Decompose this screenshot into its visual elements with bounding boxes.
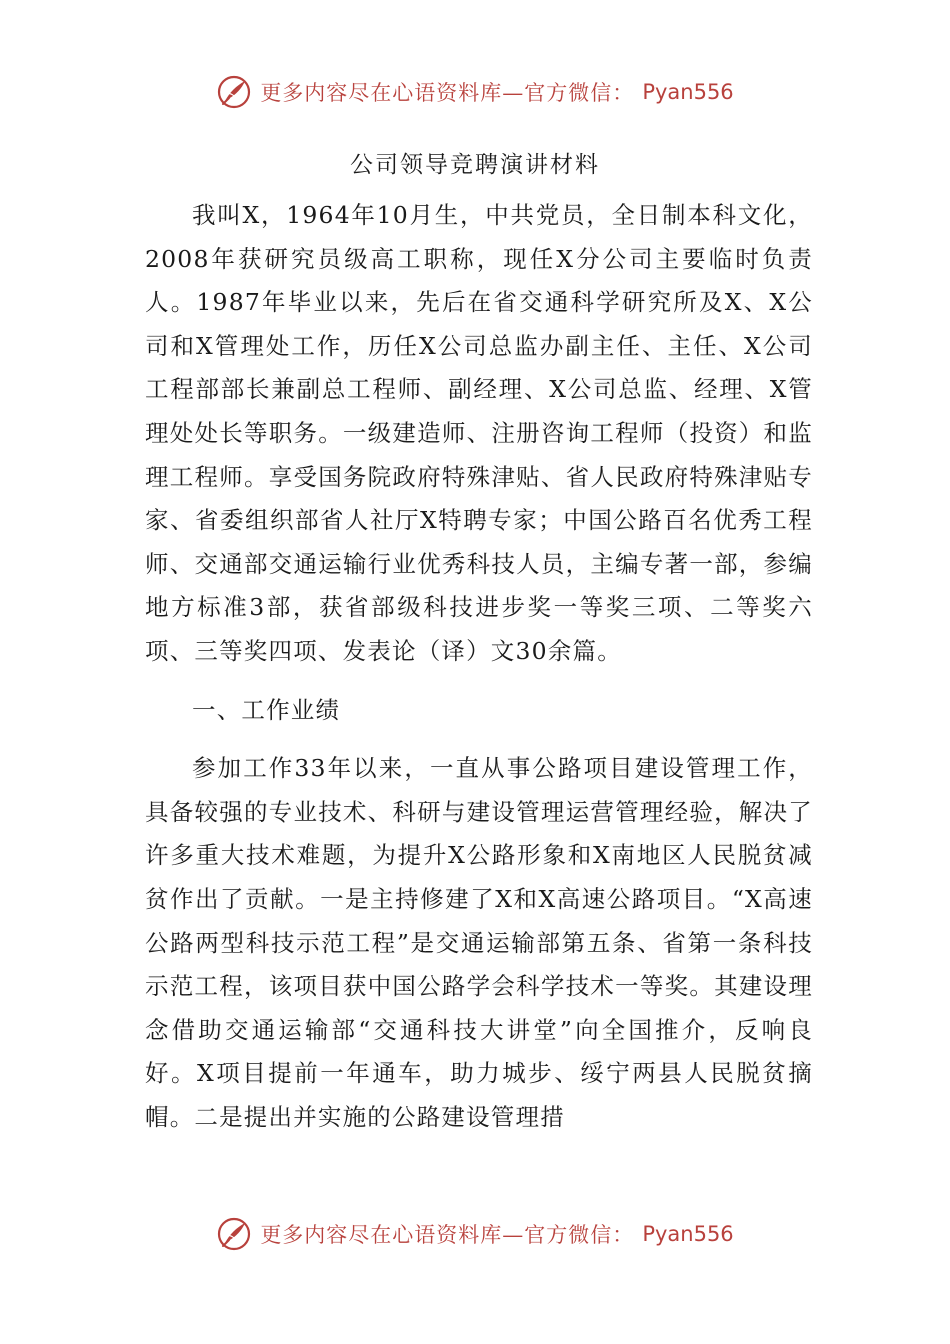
banner-text: 更多内容尽在心语资料库—官方微信： bbox=[260, 1223, 635, 1247]
banner-wechat-id: Pyan556 bbox=[642, 1222, 734, 1246]
pen-feather-logo-icon bbox=[216, 74, 252, 110]
pen-feather-logo-icon bbox=[216, 1216, 252, 1252]
paragraph-work-achievements: 参加工作33年以来，一直从事公路项目建设管理工作，具备较强的专业技术、科研与建设管理运营管理经验，解决了许多重大技术难题，为提升X公路形象和X南地区人民脱贫减贫作出了贡献。一是主持修建了X和X高速公路项目。“X高速公路两型科技示范工程”是交通运输部第五条、省第一条科技示范工程，该项目获中国公路学会科学技术一等奖。其建设理念借助交通运输部“交通科技大讲堂”向全国推介，反响良好。X项目提前一年通车，助力城步、绥宁两县人民脱贫摘帽。二是提出并实施的公路建设管理措 bbox=[145, 754, 813, 1131]
banner-wechat-id: Pyan556 bbox=[642, 80, 734, 104]
paragraph-intro: 我叫X，1964年10月生，中共党员，全日制本科文化，2008年获研究员级高工职称，现任X分公司主要临时负责人。1987年毕业以来，先后在省交通科学研究所及X、X公司和X管理处工作，历任X公司总监办副主任、主任、X公司工程部部长兼副总工程师、副经理、X公司总监、经理、X管理处处长等职务。一级建造师、注册咨询工程师（投资）和监理工程师。享受国务院政府特殊津贴、省人民政府特殊津贴专家、省委组织部省人社厅X特聘专家；中国公路百名优秀工程师、交通部交通运输行业优秀科技人员，主编专著一部，参编地方标准3部，获省部级科技进步奖一等奖三项、二等奖六项、三等奖四项、发表论（译）文30余篇。 bbox=[145, 201, 813, 665]
header-banner bbox=[0, 66, 950, 118]
document-title: 公司领导竞聘演讲材料 bbox=[350, 152, 600, 178]
banner-text: 更多内容尽在心语资料库—官方微信： bbox=[260, 81, 635, 105]
document-body bbox=[145, 194, 813, 1139]
footer-banner bbox=[0, 1208, 950, 1260]
section-heading: 一、工作业绩 bbox=[192, 695, 341, 724]
